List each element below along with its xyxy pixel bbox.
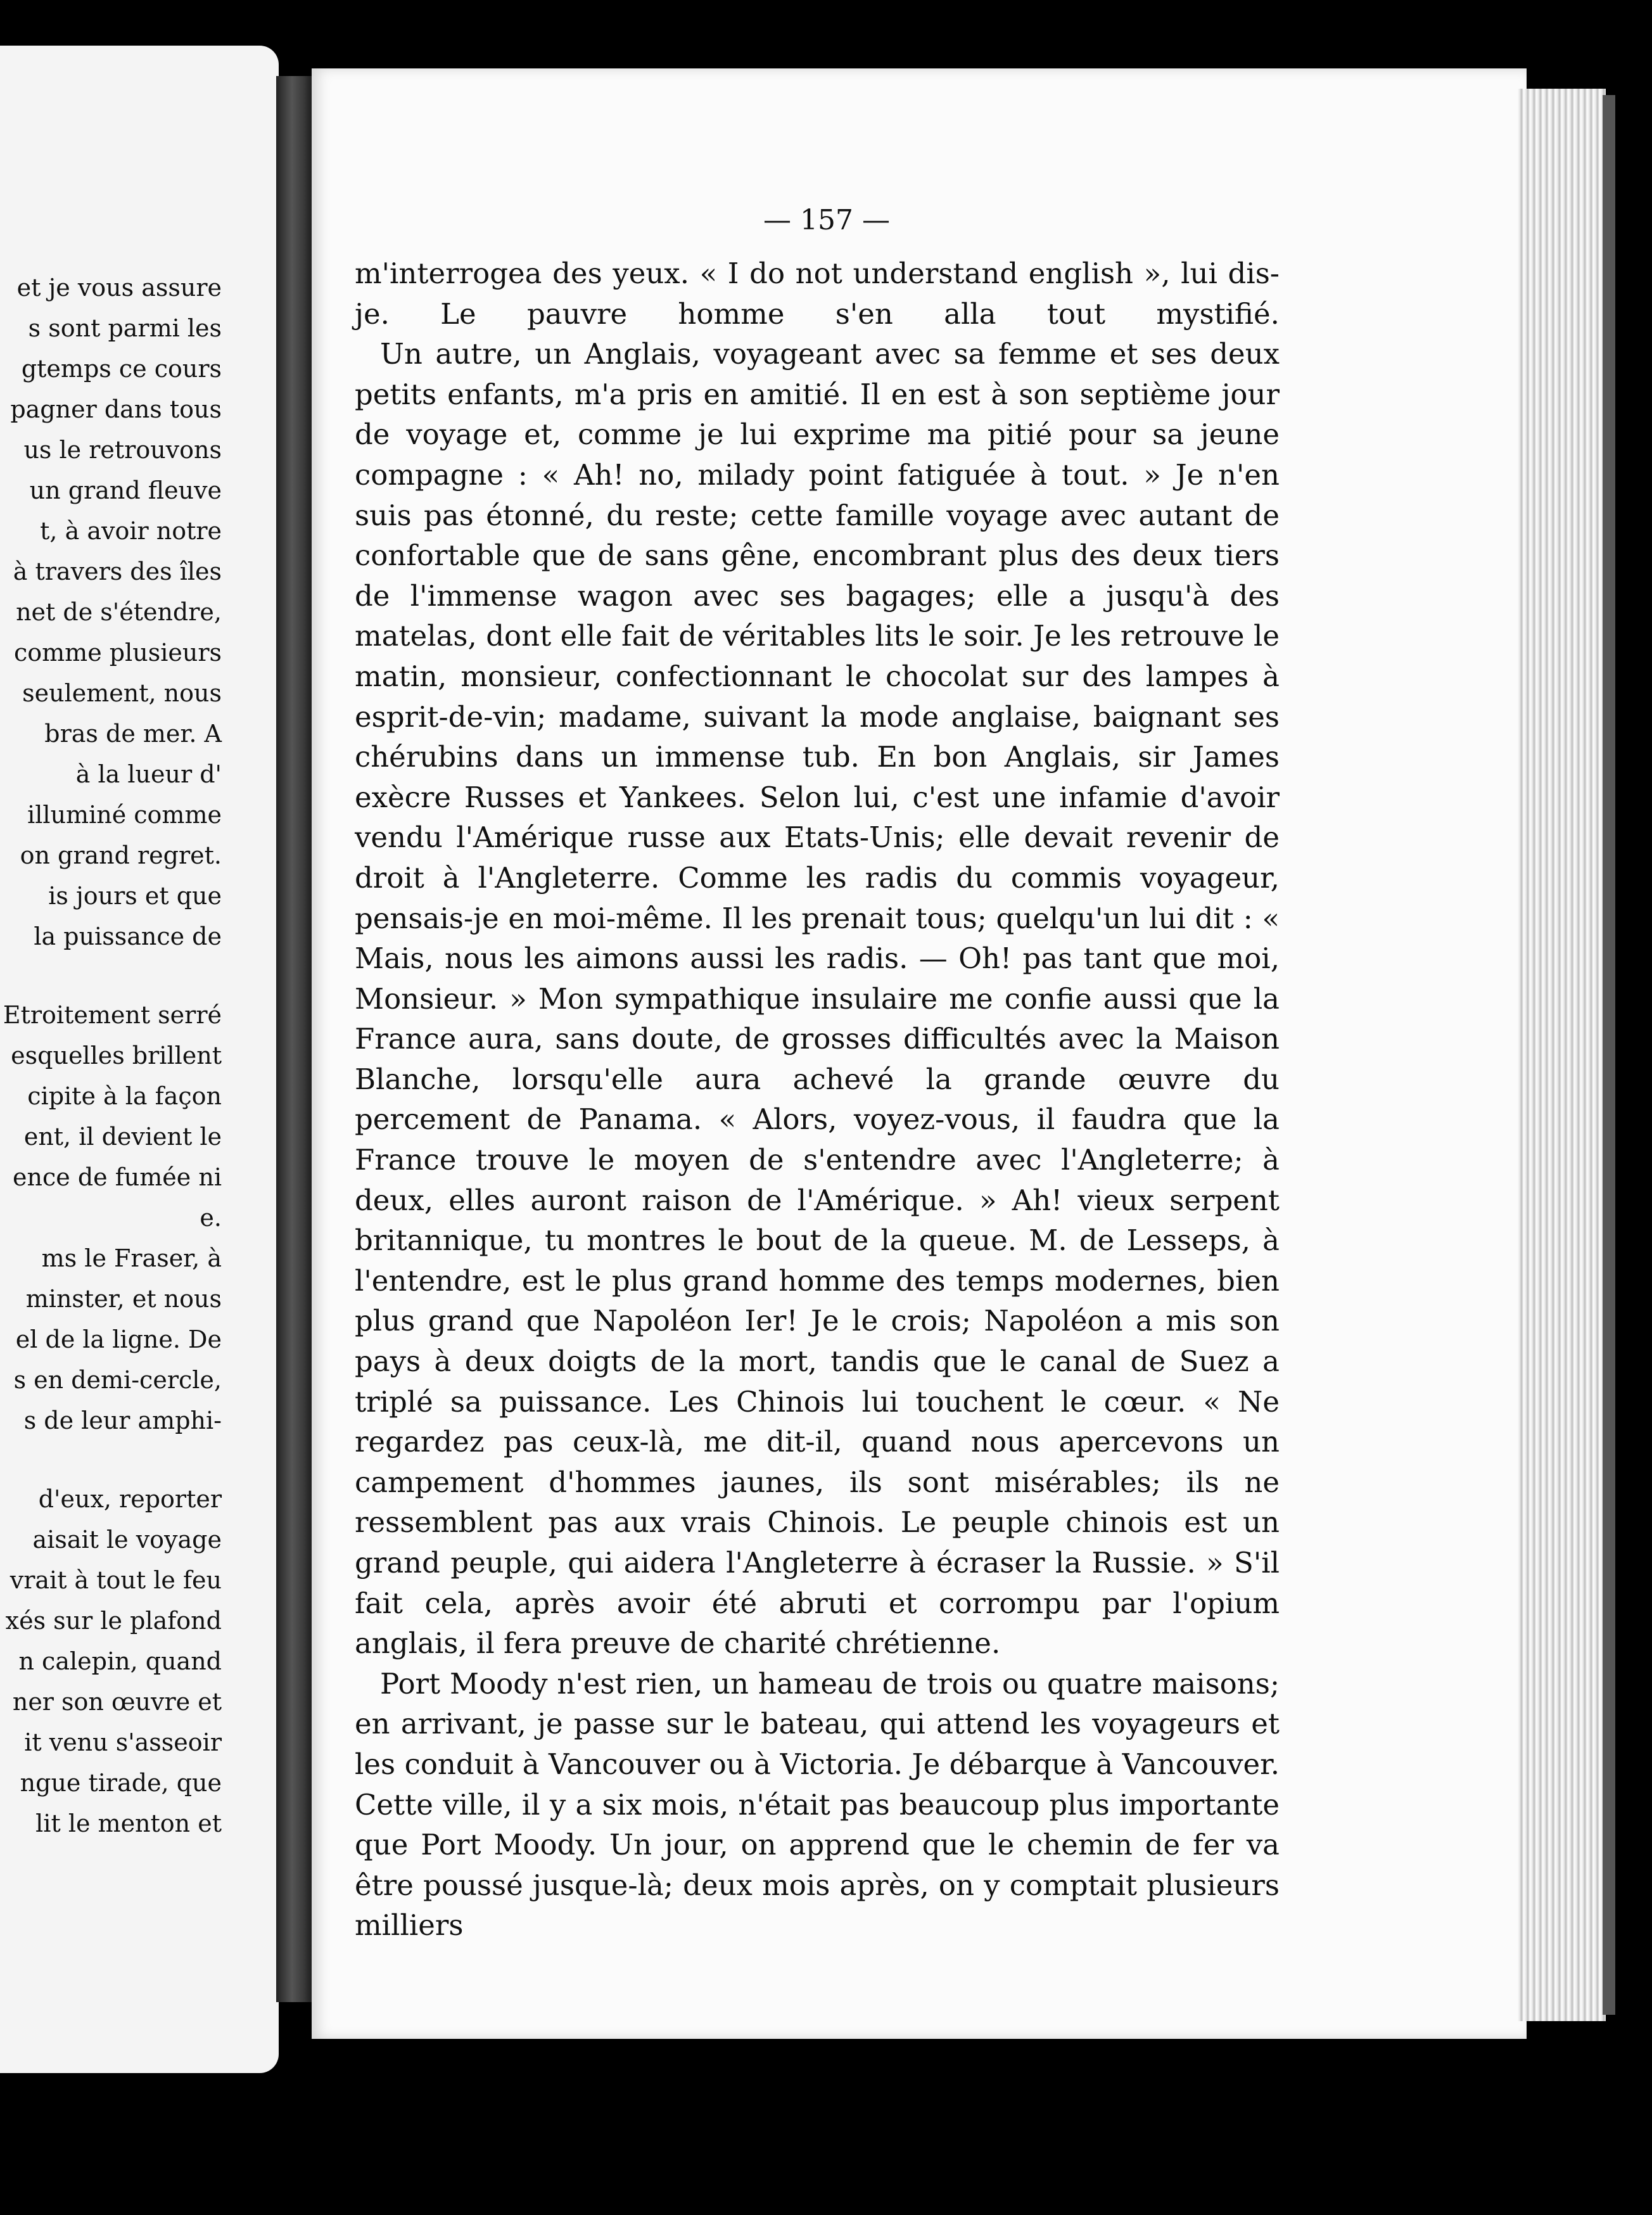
previous-page-line: e. [200, 1204, 222, 1232]
line-gap [0, 1441, 222, 1479]
previous-page-line: n calepin, quand [18, 1647, 222, 1675]
previous-page-line: it venu s'asseoir [24, 1728, 222, 1756]
previous-page-line: s en demi-cercle, [13, 1366, 222, 1394]
previous-page-line: s de leur amphi- [23, 1407, 222, 1434]
previous-page-line: net de s'étendre, [16, 598, 222, 626]
previous-page-line: un grand fleuve [29, 476, 222, 504]
previous-page-line: on grand regret. [20, 841, 222, 869]
previous-page-line: à travers des îles [13, 558, 222, 585]
previous-page-line: gtemps ce cours [21, 355, 222, 383]
previous-page-line: lit le menton et [35, 1810, 222, 1837]
previous-page-line: cipite à la façon [27, 1082, 222, 1110]
previous-page-line: ngue tirade, que [20, 1769, 222, 1797]
previous-page-line: ent, il devient le [23, 1123, 222, 1151]
previous-page-line: pagner dans tous [10, 395, 222, 423]
previous-page-line: el de la ligne. De [15, 1325, 222, 1353]
previous-page-line: la puissance de [34, 922, 222, 950]
previous-page-line: et je vous assure [16, 274, 222, 302]
previous-page-line: bras de mer. A [44, 720, 222, 748]
previous-page-line: ence de fumée ni [13, 1163, 222, 1191]
previous-page-line: à la lueur d' [75, 760, 222, 788]
previous-page-line: minster, et nous [25, 1285, 222, 1313]
previous-page [0, 46, 279, 2073]
previous-page-text [0, 267, 222, 1844]
page-body [355, 253, 1280, 1946]
page-edges [1517, 89, 1606, 2021]
previous-page-line: ner son œuvre et [12, 1688, 222, 1716]
paragraph-1: m'interrogea des yeux. « I do not understand english », lui dis-je. Le pauvre homme s'en alla tout mystifié. [355, 257, 1280, 331]
previous-page-line: ms le Fraser, à [41, 1244, 222, 1272]
previous-page-line: us le retrouvons [23, 436, 222, 464]
line-gap [0, 957, 222, 995]
previous-page-line: aisait le voyage [32, 1526, 222, 1554]
paragraph-2: Un autre, un Anglais, voyageant avec sa femme et ses deux petits enfants, m'a pris en amitié. Il en est à son septième jour de voyage et, comme je lui exprime ma pitié pour sa jeune compagne : « Ah! no, milady point fatiguée à tout. » Je n'en suis pas étonné, du reste; cette famille voyage avec autant de confortable que de sans gêne, encombrant plus des deux tiers de l'immense wagon avec ses bagages; elle a jusqu'à des matelas, dont elle fait de véritables lits le soir. Je les retrouve le matin, monsieur, confectionnant le chocolat sur des lampes à esprit-de-vin; madame, suivant la mode anglaise, baignant ses chérubins dans un immense tub. En bon Anglais, sir James exècre Russes et Yankees. Selon lui, c'est une infamie d'avoir vendu l'Amérique russe aux Etats-Unis; elle devait revenir de droit à l'Angleterre. Comme les radis du commis voyageur, pensais-je en moi-même. Il les prenait tous; quelqu'un lui dit : « Mais, nous les aimons aussi les radis. — Oh! pas tant que moi, Monsieur. » Mon sympathique insulaire me confie aussi que la France aura, sans doute, de grosses difficultés avec la Maison Blanche, lorsqu'elle aura achevé la grande œuvre du percement de Panama. « Alors, voyez-vous, il faudra que la France trouve le moyen de s'entendre avec l'Angleterre; à deux, elles auront raison de l'Amérique. » Ah! vieux serpent britannique, tu montres le bout de la queue. M. de Lesseps, à l'entendre, est le plus grand homme des temps modernes, bien plus grand que Napoléon Ier! Je le crois; Napoléon a mis son pays à deux doigts de la mort, tandis que le canal de Suez a triplé sa puissance. Les Chinois lui touchent le cœur. « Ne regardez pas ceux-là, me dit-il, quand nous apercevons un campement d'hommes jaunes, ils sont misérables; ils ne ressemblent pas aux vrais Chinois. Le peuple chinois est un grand peuple, qui aidera l'Angleterre à écraser la Russie. » S'il fait cela, après avoir été abruti et corrompu par l'opium anglais, il fera preuve de charité chrétienne. [355, 337, 1280, 1661]
previous-page-line: esquelles brillent [11, 1042, 222, 1069]
previous-page-line: s sont parmi les [28, 314, 222, 342]
book-cover-edge [1603, 95, 1615, 2015]
previous-page-line: seulement, nous [22, 679, 222, 707]
previous-page-line: d'eux, reporter [38, 1485, 222, 1513]
previous-page-line: comme plusieurs [13, 639, 222, 667]
book-gutter [276, 76, 315, 2002]
previous-page-line: xés sur le plafond [5, 1607, 222, 1635]
previous-page-line: is jours et que [48, 882, 222, 910]
previous-page-line: illuminé comme [27, 801, 222, 829]
previous-page-line: t, à avoir notre [40, 517, 222, 545]
previous-page-line: vrait à tout le feu [10, 1566, 222, 1594]
paragraph-3: Port Moody n'est rien, un hameau de trois ou quatre maisons; en arrivant, je passe sur le bateau, qui attend les voyageurs et les conduit à Vancouver ou à Victoria. Je débarque à Vancouver. Cette ville, il y a six mois, n'était pas beaucoup plus importante que Port Moody. Un jour, on apprend que le chemin de fer va être poussé jusque-là; deux mois après, on y comptait plusieurs milliers [355, 1666, 1280, 1943]
page-number: — 157 — [763, 204, 890, 236]
previous-page-line: Etroitement serré [3, 1001, 222, 1029]
